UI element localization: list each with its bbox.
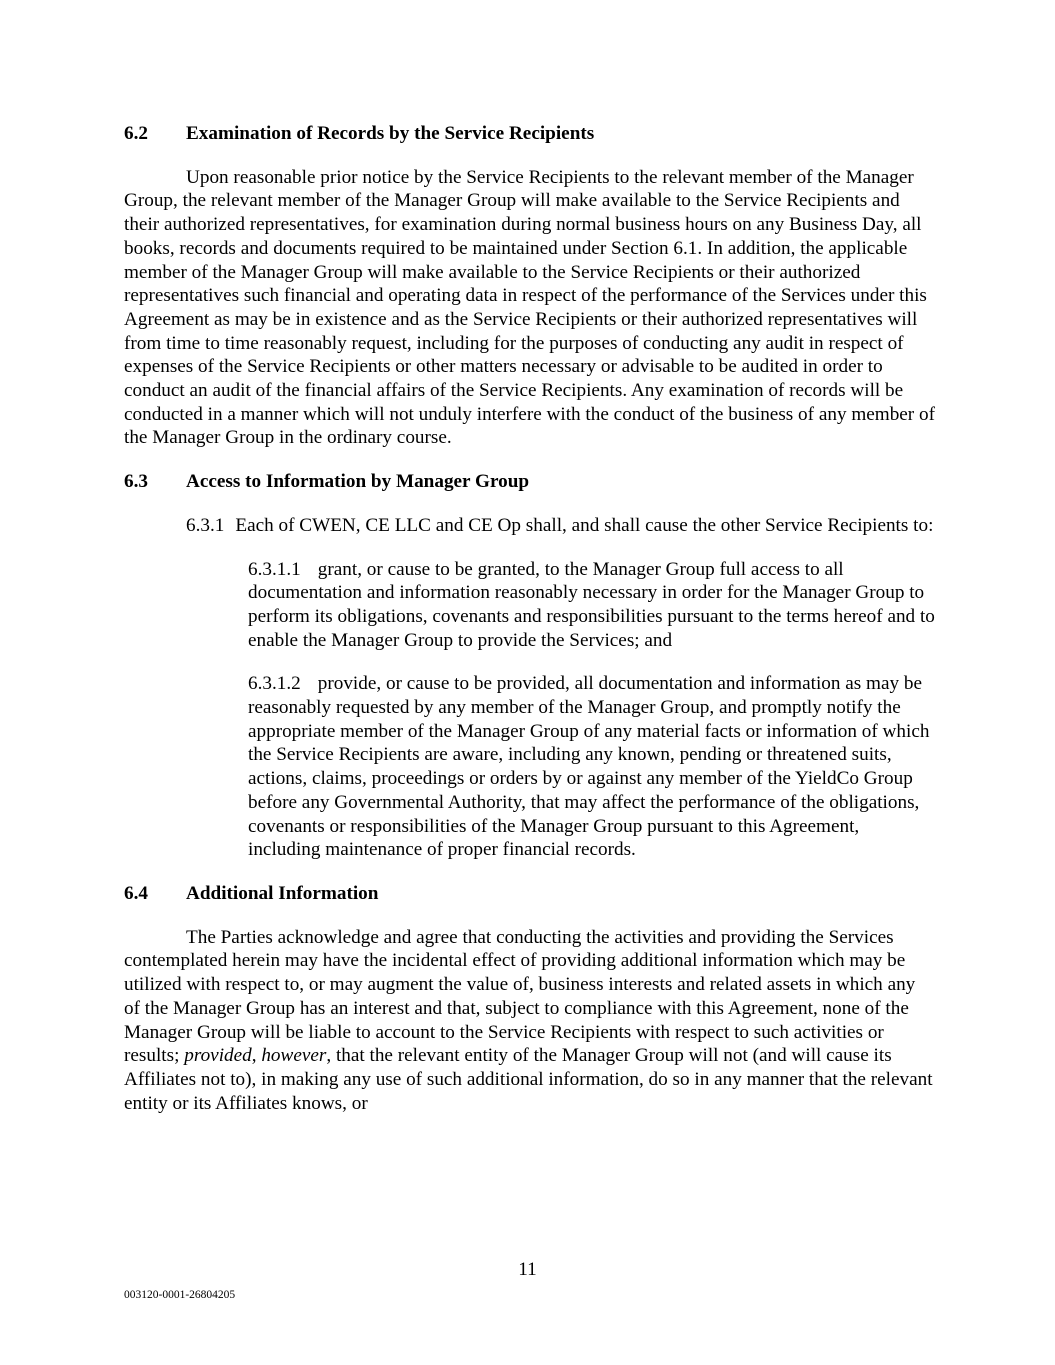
document-id: 003120-0001-26804205 — [124, 1289, 236, 1301]
clause-6-3-1-text: Each of CWEN, CE LLC and CE Op shall, and shall cause the other Service Recipients to: — [235, 514, 934, 536]
comma: , — [251, 1045, 257, 1067]
section-6-2-heading — [124, 122, 936, 146]
document-page — [124, 122, 936, 1135]
clause-6-3-1-number: 6.3.1 — [186, 514, 225, 536]
clause-6-3-1-2 — [248, 672, 936, 862]
section-6-2-title: Examination of Records by the Service Recipients — [186, 123, 595, 144]
section-6-3-number: 6.3 — [124, 471, 148, 493]
section-6-2-body: Upon reasonable prior notice by the Service Recipients to the relevant member of the Manager Group, the relevant member of the Manager Group will make available to the Service Recipients and their authorized representatives, for examination during normal business hours on any Business Day, all books, records and documents required to be maintained under Section 6.1. In addition, the applicable member of the Manager Group will make available to the Service Recipients or their authorized representatives such financial and operating data in respect of the performance of the Services under this Agreement as may be in existence and as the Service Recipients or their authorized representatives will from time to time reasonably request, including for the purposes of conducting any audit in respect of expenses of the Service Recipients or other matters necessary or advisable to be audited in order to conduct an audit of the financial affairs of the Service Recipients. Any examination of records will be conducted in a manner which will not unduly interfere with the conduct of the business of any member of the Manager Group in the ordinary course. — [124, 166, 935, 449]
clause-6-3-1-1 — [248, 558, 936, 653]
section-6-2-number: 6.2 — [124, 123, 148, 144]
section-6-3-title: Access to Information by Manager Group — [186, 471, 530, 493]
clause-6-3-1-2-number: 6.3.1.2 — [248, 673, 301, 695]
section-6-4-number: 6.4 — [124, 882, 148, 904]
section-6-3-heading — [124, 470, 936, 494]
section-6-4-body — [124, 926, 936, 1116]
clause-6-3-1-2-text: provide, or cause to be provided, all documentation and information as may be reasonably requested by any member of the Manager Group, and promptly notify the appropriate member of the Manager Group of any material facts or information of which the Service Recipients are aware, including any known, pending or threatened suits, actions, claims, proceedings or orders by or against any member of the YieldCo Group before any Governmental Authority, that may affect the performance of the obligations, covenants or responsibilities of the Manager Group pursuant to this Agreement, including maintenance of proper financial records. — [248, 673, 930, 861]
section-6-4-body-part1: The Parties acknowledge and agree that conducting the activities and providing the Services contemplated herein may have the incidental effect of providing additional information which may be utilized with respect to, or may augment the value of, business interests and related assets in which any of the Manager Group has an interest and that, subject to compliance with this Agreement, none of the Manager Group will be liable to account to the Service Recipients with respect to such activities or results; — [124, 926, 916, 1067]
section-6-4-heading — [124, 882, 936, 906]
clause-6-3-1-1-text: grant, or cause to be granted, to the Manager Group full access to all documentation and information reasonably necessary in order for the Manager Group to perform its obligations, covenants and responsibilities pursuant to the terms hereof and to enable the Manager Group to provide the Services; and — [248, 558, 935, 651]
clause-6-3-1-1-number: 6.3.1.1 — [248, 558, 301, 580]
section-6-4-title: Additional Information — [186, 882, 379, 904]
clause-6-3-1 — [186, 514, 936, 538]
provided-italic: provided — [184, 1045, 252, 1067]
page-number: 11 — [518, 1259, 537, 1280]
however-italic: however — [261, 1045, 327, 1067]
section-6-4-body-part2: , that the relevant entity of the Manager Group will not (and will cause its Affiliates not to), in making any use of such additional information, do so in any manner that the relevant entity or its Affiliates knows, or — [124, 1045, 933, 1114]
